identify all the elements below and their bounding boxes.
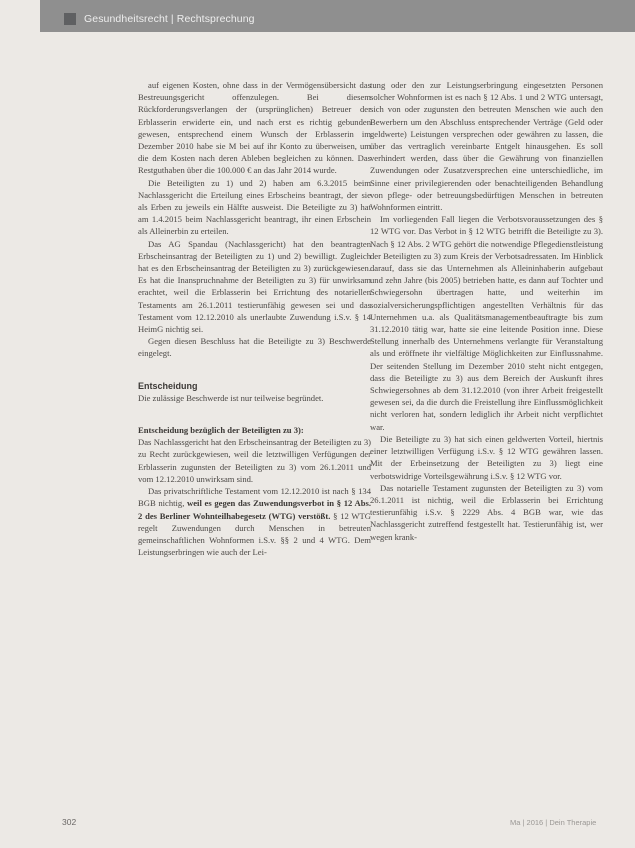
- left-column: [138, 79, 371, 558]
- paragraph: Die Beteiligte zu 3) hat sich einen geldwerten Vorteil, hiertnis einer letztwilligen Verfügung i.S.v. § 12 WTG gewähren lassen. Mit der Erbeinsetzung der Beteiligten zu 3) liegt eine verbotswidrige Vorteilsgewährung i.S.v. § 12 WTG vor.: [370, 433, 603, 481]
- paragraph: Das AG Spandau (Nachlassgericht) hat den beantragten Erbscheinsantrag der Beteiligten zu 1) und 2) bewilligt. Zugleich hat es den Erbscheinsantrag der Beteiligten zu 3) zurückgewiesen. Es hat die Inanspruchnahme der Beteiligten zu 3) für unwirksam erachtet, weil die Erblasserin bei Errichtung des notariellen Testaments am 26.1.2011 testierunfähig gewesen sei und das Testament vom 12.12.2010 als unerlaubte Zuwendung i.S.v. § 14 HeimG nichtig sei.: [138, 238, 371, 335]
- page-number: 302: [62, 817, 77, 827]
- section-heading-entscheidung: Entscheidung: [138, 380, 198, 391]
- paragraph: Die zulässige Beschwerde ist nur teilweise begründet.: [138, 392, 324, 403]
- paragraph: Die Beteiligten zu 1) und 2) haben am 6.3.2015 beim Nachlassgericht die Erteilung eines Erbscheins beantragt, der sie als Erben zu jeweils ein Hälfte ausweist. Die Beteiligte zu 3) hat am 1.4.2015 beim Nachlassgericht beantragt, ihr einen Erbschein als Alleinerbin zu erteilen.: [138, 177, 371, 237]
- paragraph: Gegen diesen Beschluss hat die Beteiligte zu 3) Beschwerde eingelegt.: [138, 336, 371, 359]
- header-title: Gesundheitsrecht | Rechtsprechung: [84, 13, 255, 25]
- footer-journal-info: Ma | 2016 | Dein Therapie: [510, 818, 597, 827]
- paragraph-testament: [138, 485, 371, 558]
- paragraph: Das Nachlassgericht hat den Erbscheinsantrag der Beteiligten zu 3) zu Recht zurückgewiesen, weil die letztwilligen Verfügungen der Erblasserin zugunsten der Beteiligten zu 3) vom 26.1.2011 und vom 12.12.2010 unwirksam sind.: [138, 437, 371, 484]
- text-run: Das privatschriftliche Testament vom 12.12.2010 ist nach § 134 BGB nichtig,: [138, 486, 371, 509]
- right-column: [370, 79, 603, 543]
- text-run: § 12 WTG regelt Zuwendungen durch Menschen in betreuten gemeinschaftlichen Wohnformen i.S.v. §§ 2 und 4 WTG. Dem Leistungserbringen wie auch der Lei-: [138, 510, 371, 558]
- header-square-icon: [64, 13, 76, 25]
- paragraph: auf eigenen Kosten, ohne dass in der Vermögensübersicht das Bestreuungsgericht offenzulegen. Bei diesem Rückforderungsverlangen der (ursprünglichen) Betreuer der Erblasserin erwiderte ein, und nach erst es richtig gebunden gewesen, entsprechend einem Wunsch der Erblasserin im Dezember 2010 habe sie M bei auf ihr Konto zu überweisen, um die dem Kosten nach deren Ableben begleichen zu können. Das Restguthaben über die 100.000 € an das Jahr 2014 wurde.: [138, 80, 371, 176]
- subheading-beteiligte-3: Entscheidung bezüglich der Beteiligten zu 3):: [138, 425, 304, 436]
- paragraph: Im vorliegenden Fall liegen die Verbotsvoraussetzungen des § 12 WTG vor. Das Verbot in § 12 WTG betrifft die Beteiligte zu 3). Nach § 12 Abs. 2 WTG gehört die notwendige Pflegedienstleistung der Beteiligten zu 3) zum Kreis der Verbotsadressaten. Im Hinblick darauf, dass sie das Unternehmen als Alleininhaberin aufgebaut und zehn Jahre (bis 2005) betrieben hatte, es dann auf Tochter und Schwiegersohn übertragen hatte, und weiterhin im sozialversicherungspflichtigen angestellten Verhältnis für das Unternehmen u.a. als Qualitätsmanagementbeauftragte bis zum 31.12.2010 tätig war, hatte sie eine leitende Position inne. Diese Stellung innerhalb des Unternehmens verlangte für Veranstaltung als und eröffnete ihr vielfältige Möglichkeiten zur Einflussnahme. Der seitenden Stellung im Dezember 2010 steht nicht entgegen, dass die Beteiligte zu 3) aus dem Bereich der Auskunft ihres Schwiegersohnes ab dem 31.12.2010 (von ihrer Arbeit freigestellt gewesen sei, da die durch die Freistellung ihre Einflussmöglichkeit nicht verloren hat, sondern lediglich ihr Arbeit nicht verpflichtet war.: [370, 214, 603, 432]
- paragraph: Das notarielle Testament zugunsten der Beteiligten zu 3) vom 26.1.2011 ist nichtig, weil die Erblasserin bei Errichtung testierunfähig i.S.v. § 2229 Abs. 4 BGB war, wie das Nachlassgericht zutreffend festgestellt hat. Testierunfähig ist, wer wegen krank-: [370, 482, 603, 542]
- paragraph: tung oder den zur Leistungserbringung eingesetzten Personen solcher Wohnformen ist es nach § 12 Abs. 1 und 2 WTG untersagt, sich von oder zugunsten den betreuten Menschen wie auch den Bewerbern um den Abschluss entsprechender Verträge (Geld oder geldwerte) Leistungen versprechen oder gewähren zu lassen, die über das vertraglich vereinbarte Entgelt hinausgehen. Es soll verhindert werden, dass über die Gewährung von finanziellen Zuwendungen oder Zusatzversprechen eine unterschiedliche, im Sinne einer privilegierenden oder benachteiligenden Behandlung von pflege- oder betreuungsbedürftigen Menschen in betreuten Wohnformen eintritt.: [370, 80, 603, 213]
- bold-text-run: weil es gegen das Zuwendungsverbot in § 12 Abs. 2 des Berliner Wohnteilhabegesetz (WTG) verstößt.: [138, 498, 371, 521]
